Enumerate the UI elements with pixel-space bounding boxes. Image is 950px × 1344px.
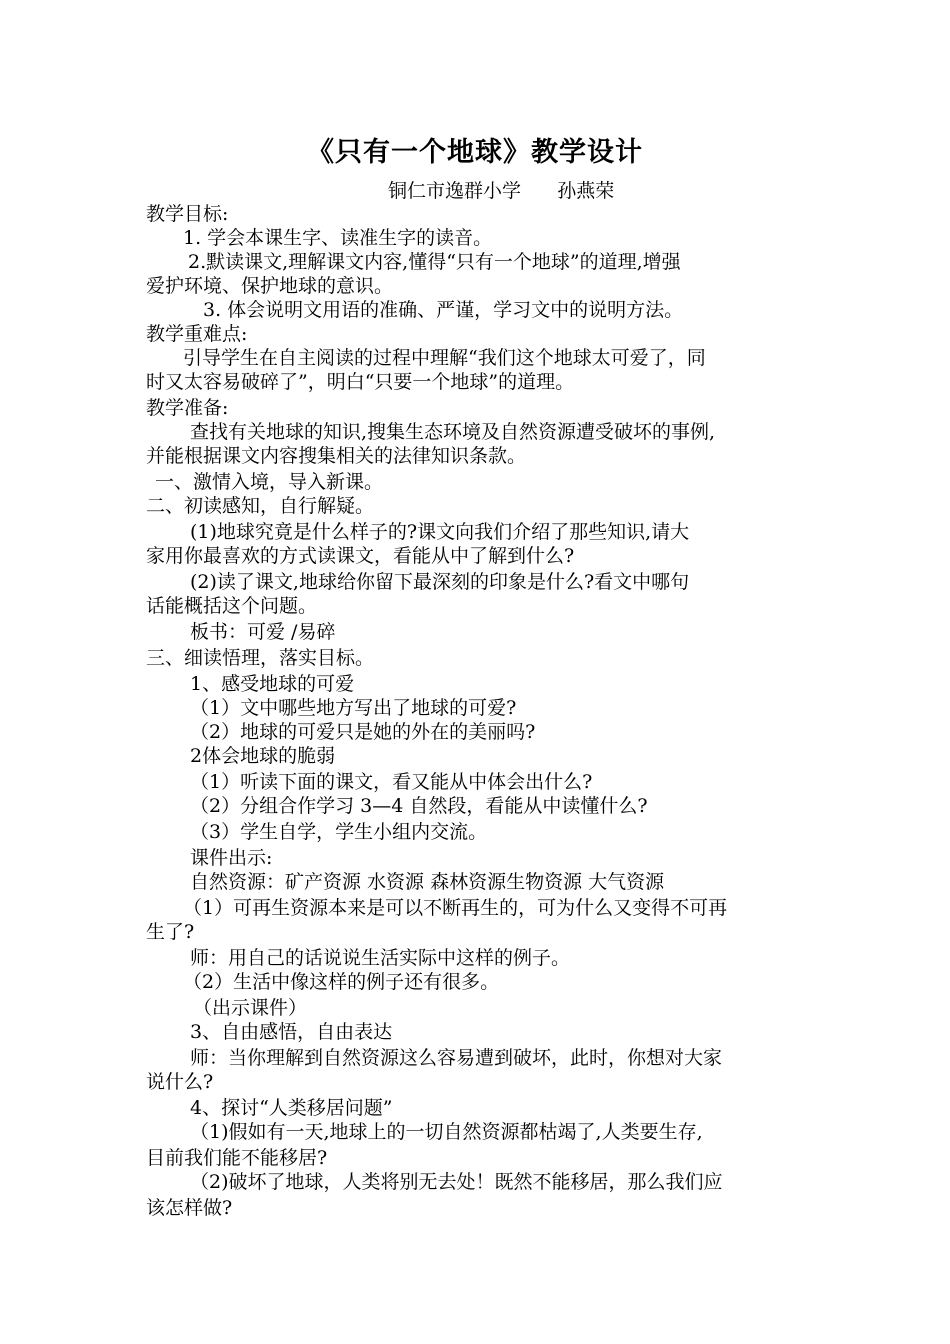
text-line: （2）地球的可爱只是她的外在的美丽吗?	[190, 721, 536, 743]
text-line: （2）分组合作学习 3—4 自然段，看能从中读懂什么?	[190, 795, 648, 817]
text-line: （1）可再生资源本来是可以不断再生的，可为什么又变得不可再	[183, 897, 728, 919]
text-line: 师：用自己的话说说生活实际中这样的例子。	[190, 947, 571, 969]
text-line: 2.默读课文,理解课文内容,懂得“只有一个地球”的道理,增强	[188, 251, 681, 273]
text-line: 查找有关地球的知识,搜集生态环境及自然资源遭受破坏的事例,	[190, 421, 716, 443]
text-line: 爱护环境、保护地球的意识。	[146, 275, 394, 297]
text-line: 板书：可爱 /易碎	[190, 621, 336, 643]
document-author: 铜仁市逸群小学 孙燕荣	[388, 180, 615, 202]
text-line: 三、细读悟理，落实目标。	[146, 647, 375, 669]
text-line: 教学目标:	[146, 203, 229, 225]
text-line: 1、感受地球的可爱	[190, 673, 355, 695]
document-title: 《只有一个地球》教学设计	[307, 137, 643, 168]
text-line: 一、激情入境，导入新课。	[155, 471, 384, 493]
text-line: （1)假如有一天,地球上的一切自然资源都枯竭了,人类要生存,	[190, 1121, 703, 1143]
text-line: 该怎样做?	[146, 1197, 233, 1219]
text-line: 1. 学会本课生字、读准生字的读音。	[183, 227, 493, 249]
text-line: 家用你最喜欢的方式读课文，看能从中了解到什么?	[146, 545, 575, 567]
text-line: （1）听读下面的课文，看又能从中体会出什么?	[190, 771, 593, 793]
text-line: （2）生活中像这样的例子还有很多。	[183, 971, 500, 993]
text-line: （2)破坏了地球，人类将别无去处！既然不能移居，那么我们应	[190, 1171, 723, 1193]
text-line: 课件出示:	[190, 847, 273, 869]
text-line: （1）文中哪些地方写出了地球的可爱?	[190, 697, 517, 719]
text-line: 教学重难点:	[146, 323, 248, 345]
text-line: 目前我们能不能移居?	[146, 1147, 328, 1169]
text-line: 师：当你理解到自然资源这么容易遭到破坏，此时，你想对大家	[190, 1047, 723, 1069]
text-line: 引导学生在自主阅读的过程中理解“我们这个地球太可爱了，同	[183, 347, 706, 369]
text-line: 时又太容易破碎了”，明白“只要一个地球”的道理。	[146, 371, 575, 393]
text-line: （3）学生自学，学生小组内交流。	[190, 821, 488, 843]
text-line: 2体会地球的脆弱	[190, 745, 336, 767]
text-line: 二、初读感知，自行解疑。	[146, 495, 375, 517]
text-line: 并能根据课文内容搜集相关的法律知识条款。	[146, 445, 527, 467]
text-line: 3、自由感悟，自由表达	[190, 1021, 393, 1043]
text-line: 生了?	[146, 921, 195, 943]
text-line: 4、探讨“人类移居问题”	[190, 1097, 393, 1119]
text-line: 说什么?	[146, 1071, 214, 1093]
text-line: 话能概括这个问题。	[146, 595, 318, 617]
text-line: 教学准备:	[146, 397, 229, 419]
text-line: 3. 体会说明文用语的准确、严谨，学习文中的说明方法。	[203, 299, 684, 321]
text-line: (2)读了课文,地球给你留下最深刻的印象是什么?看文中哪句	[190, 571, 690, 593]
text-line: 自然资源：矿产资源 水资源 森林资源生物资源 大气资源	[190, 871, 665, 893]
text-line: （出示课件）	[193, 997, 308, 1019]
text-line: (1)地球究竟是什么样子的?课文向我们介绍了那些知识,请大	[190, 521, 690, 543]
